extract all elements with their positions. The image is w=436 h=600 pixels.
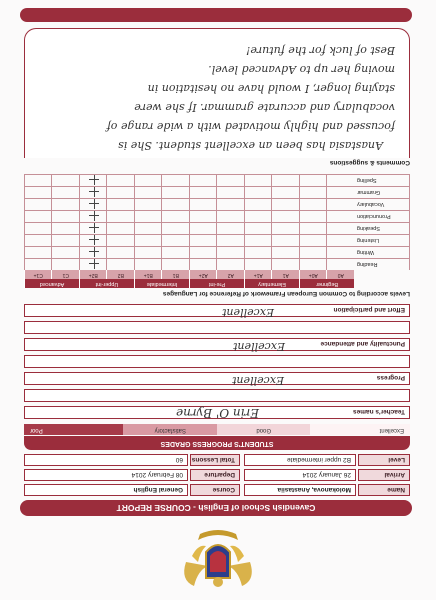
level-tick-mark (89, 263, 98, 264)
level-cell (107, 210, 135, 222)
level-cell (189, 258, 217, 270)
level-cell (244, 210, 272, 222)
level-cell (244, 222, 272, 234)
comment-line: Anastasia has been an excellent student. She is (118, 139, 383, 152)
level-column-header: B2+ (79, 270, 107, 279)
level-cell (79, 258, 107, 270)
lessons-value-box (24, 454, 188, 466)
level-cell (217, 246, 245, 258)
level-cell (272, 210, 300, 222)
level-tick-mark (94, 187, 95, 197)
level-cell (189, 174, 217, 186)
level-cell (24, 174, 52, 186)
level-cell (162, 234, 190, 246)
skill-label: Listening (354, 234, 410, 246)
level-cell (24, 210, 52, 222)
level-cell (52, 246, 80, 258)
grade-scale-excellent: Excellent (311, 424, 411, 435)
level-cell (244, 186, 272, 198)
level-column-header: C1+ (24, 270, 52, 279)
departure-value-box (24, 469, 188, 481)
report-title: Cavendish School of English - COURSE REPORT (116, 503, 316, 513)
level-cell (162, 222, 190, 234)
skill-label: Spelling (354, 174, 410, 186)
level-cell (24, 234, 52, 246)
level-cell (134, 222, 162, 234)
level-column-header: C1 (52, 270, 80, 279)
punctuality-row (24, 338, 410, 351)
level-cell (52, 198, 80, 210)
level-cell (244, 258, 272, 270)
level-value-box (244, 454, 356, 466)
level-cell (189, 234, 217, 246)
teacher-value: Erin O' Byrne (176, 406, 259, 420)
levels-title: Levels according to Common European Framework of Reference for Languages (162, 290, 410, 297)
course-field (190, 484, 240, 496)
effort-label: Effort and participation (333, 306, 405, 313)
level-cell (244, 246, 272, 258)
level-cell (162, 198, 190, 210)
level-cell (327, 258, 355, 270)
level-cell (79, 246, 107, 258)
level-cell (272, 258, 300, 270)
level-cell (162, 210, 190, 222)
level-cell (79, 210, 107, 222)
level-cell (299, 258, 327, 270)
level-cell (327, 210, 355, 222)
level-cell (189, 246, 217, 258)
level-cell (217, 258, 245, 270)
level-cell (244, 198, 272, 210)
arrival-value: 26 January 2014 (302, 471, 351, 478)
grade-scale-satisfactory: Satisfactory (124, 424, 218, 435)
arrival-field (358, 469, 410, 481)
departure-field (190, 469, 240, 481)
level-cell (217, 174, 245, 186)
comment-line: staying longer, I would have no hesitation in (147, 82, 395, 95)
level-cell (52, 174, 80, 186)
level-cell (244, 234, 272, 246)
level-cell (299, 246, 327, 258)
level-cell (189, 198, 217, 210)
skill-label: Grammar (354, 186, 410, 198)
course-value: General English (133, 486, 183, 493)
level-cell (299, 234, 327, 246)
progress-row-blank (24, 355, 410, 368)
level-cell (52, 222, 80, 234)
course-label: Course (212, 486, 235, 493)
grades-header-text: STUDENT'S PROGRESS GRADES (160, 440, 274, 447)
level-tick-mark (94, 199, 95, 209)
level-group-header: Upper-int (79, 279, 134, 288)
level-column-header: A0 (327, 270, 355, 279)
level-cell (217, 222, 245, 234)
skill-label: Speaking (354, 222, 410, 234)
level-cell (217, 210, 245, 222)
level-cell (299, 186, 327, 198)
level-tick-mark (89, 179, 98, 180)
level-cell (217, 198, 245, 210)
level-cell (272, 222, 300, 234)
level-tick-mark (89, 215, 98, 216)
teacher-row-blank (24, 389, 410, 402)
level-field (358, 454, 410, 466)
level-cell (134, 258, 162, 270)
level-tick-mark (89, 191, 98, 192)
grade-scale-poor: Poor (24, 424, 124, 435)
skill-label: Vocabulary (354, 198, 410, 210)
level-cell (134, 198, 162, 210)
progress-label: Progress (376, 374, 405, 381)
teachers-label: Teacher's names (352, 408, 405, 415)
lessons-field (190, 454, 240, 466)
level-cell (272, 234, 300, 246)
punctuality-label: Punctuality and attendance (320, 340, 405, 347)
effort-row (24, 304, 410, 317)
level-cell (299, 222, 327, 234)
level-group-header: Intermediate (134, 279, 189, 288)
level-cell (79, 222, 107, 234)
level-column-header: A2+ (189, 270, 217, 279)
punctuality-row-blank (24, 321, 410, 334)
level-tick-mark (94, 175, 95, 185)
name-value-box (244, 484, 356, 496)
level-cell (134, 210, 162, 222)
level-group-header: Advanced (24, 279, 79, 288)
level-cell (244, 174, 272, 186)
teacher-row (24, 406, 410, 419)
comment-line: moving her up to Advanced level. (208, 63, 395, 76)
level-cell (299, 174, 327, 186)
level-column-header: A1 (272, 270, 300, 279)
level-cell (162, 258, 190, 270)
level-tick-mark (89, 227, 98, 228)
level-cell (134, 246, 162, 258)
level-cell (52, 234, 80, 246)
lessons-label: Total Lessons (191, 456, 235, 463)
level-group-header: Pre-int (189, 279, 244, 288)
departure-value: 08 February 2014 (131, 471, 183, 478)
course-value-box (24, 484, 188, 496)
skill-label: Reading (354, 258, 410, 270)
level-cell (79, 198, 107, 210)
level-cell (24, 246, 52, 258)
level-cell (107, 234, 135, 246)
level-cell (79, 186, 107, 198)
level-cell (299, 210, 327, 222)
level-cell (272, 198, 300, 210)
name-value: Molokanova, Anastasiia (277, 486, 351, 493)
level-cell (327, 234, 355, 246)
level-column-header: A1+ (244, 270, 272, 279)
lessons-value: 60 (175, 456, 183, 463)
level-cell (327, 222, 355, 234)
level-cell (272, 174, 300, 186)
name-label: Name (387, 486, 405, 493)
level-column-header: B1 (162, 270, 190, 279)
level-tick-mark (94, 259, 95, 269)
level-cell (272, 246, 300, 258)
level-cell (327, 174, 355, 186)
level-tick-mark (89, 239, 98, 240)
level-cell (107, 246, 135, 258)
level-cell (107, 174, 135, 186)
level-cell (52, 186, 80, 198)
level-cell (107, 198, 135, 210)
arrival-label: Arrival (384, 471, 405, 478)
level-cell (217, 234, 245, 246)
level-cell (162, 186, 190, 198)
level-tick-mark (94, 223, 95, 233)
levels-grid (24, 168, 410, 288)
level-cell (217, 186, 245, 198)
level-tick-mark (94, 247, 95, 257)
comments-title: Comments & suggestions (329, 159, 410, 166)
level-cell (134, 234, 162, 246)
level-cell (327, 246, 355, 258)
level-cell (327, 198, 355, 210)
level-column-header: A0+ (299, 270, 327, 279)
level-cell (24, 198, 52, 210)
level-cell (272, 186, 300, 198)
level-tick-mark (94, 211, 95, 221)
departure-label: Departure (204, 471, 235, 478)
level-tick-mark (89, 251, 98, 252)
arrival-value-box (244, 469, 356, 481)
progress-row (24, 372, 410, 385)
level-cell (52, 258, 80, 270)
level-cell (162, 246, 190, 258)
comment-line: Best of luck for the future! (245, 44, 395, 57)
level-cell (52, 210, 80, 222)
level-cell (24, 258, 52, 270)
comment-line: vocabulary and accurate grammar. If she were (134, 101, 395, 114)
grade-scale (24, 424, 410, 435)
comment-line: focussed and highly motivated with a wide range of (106, 120, 395, 133)
level-cell (134, 174, 162, 186)
level-cell (299, 198, 327, 210)
level-cell (79, 234, 107, 246)
bottom-bar (20, 8, 412, 22)
level-value: B2 upper intermediate (287, 456, 351, 463)
level-tick-mark (94, 235, 95, 245)
effort-value: Excellent (222, 306, 274, 319)
skill-label: Writing (354, 246, 410, 258)
level-cell (189, 210, 217, 222)
level-cell (189, 222, 217, 234)
level-cell (162, 174, 190, 186)
level-group-header: Beginner (299, 279, 354, 288)
comments-box (24, 28, 410, 158)
level-cell (79, 174, 107, 186)
level-column-header: A2 (217, 270, 245, 279)
grades-header (24, 436, 410, 450)
level-cell (107, 222, 135, 234)
level-cell (107, 186, 135, 198)
report-title-bar (20, 500, 412, 516)
level-column-header: B1+ (134, 270, 162, 279)
level-cell (134, 186, 162, 198)
grade-scale-good: Good (217, 424, 311, 435)
level-cell (107, 258, 135, 270)
level-cell (24, 186, 52, 198)
level-cell (24, 222, 52, 234)
school-crest (178, 522, 258, 592)
level-group-header: Elementary (244, 279, 299, 288)
punctuality-value: Excellent (233, 340, 285, 353)
level-cell (189, 186, 217, 198)
progress-value: Excellent (232, 374, 284, 387)
level-tick-mark (89, 203, 98, 204)
level-label: Level (388, 456, 405, 463)
level-cell (327, 186, 355, 198)
skill-label: Pronunciation (354, 210, 410, 222)
name-field (358, 484, 410, 496)
level-column-header: B2 (107, 270, 135, 279)
